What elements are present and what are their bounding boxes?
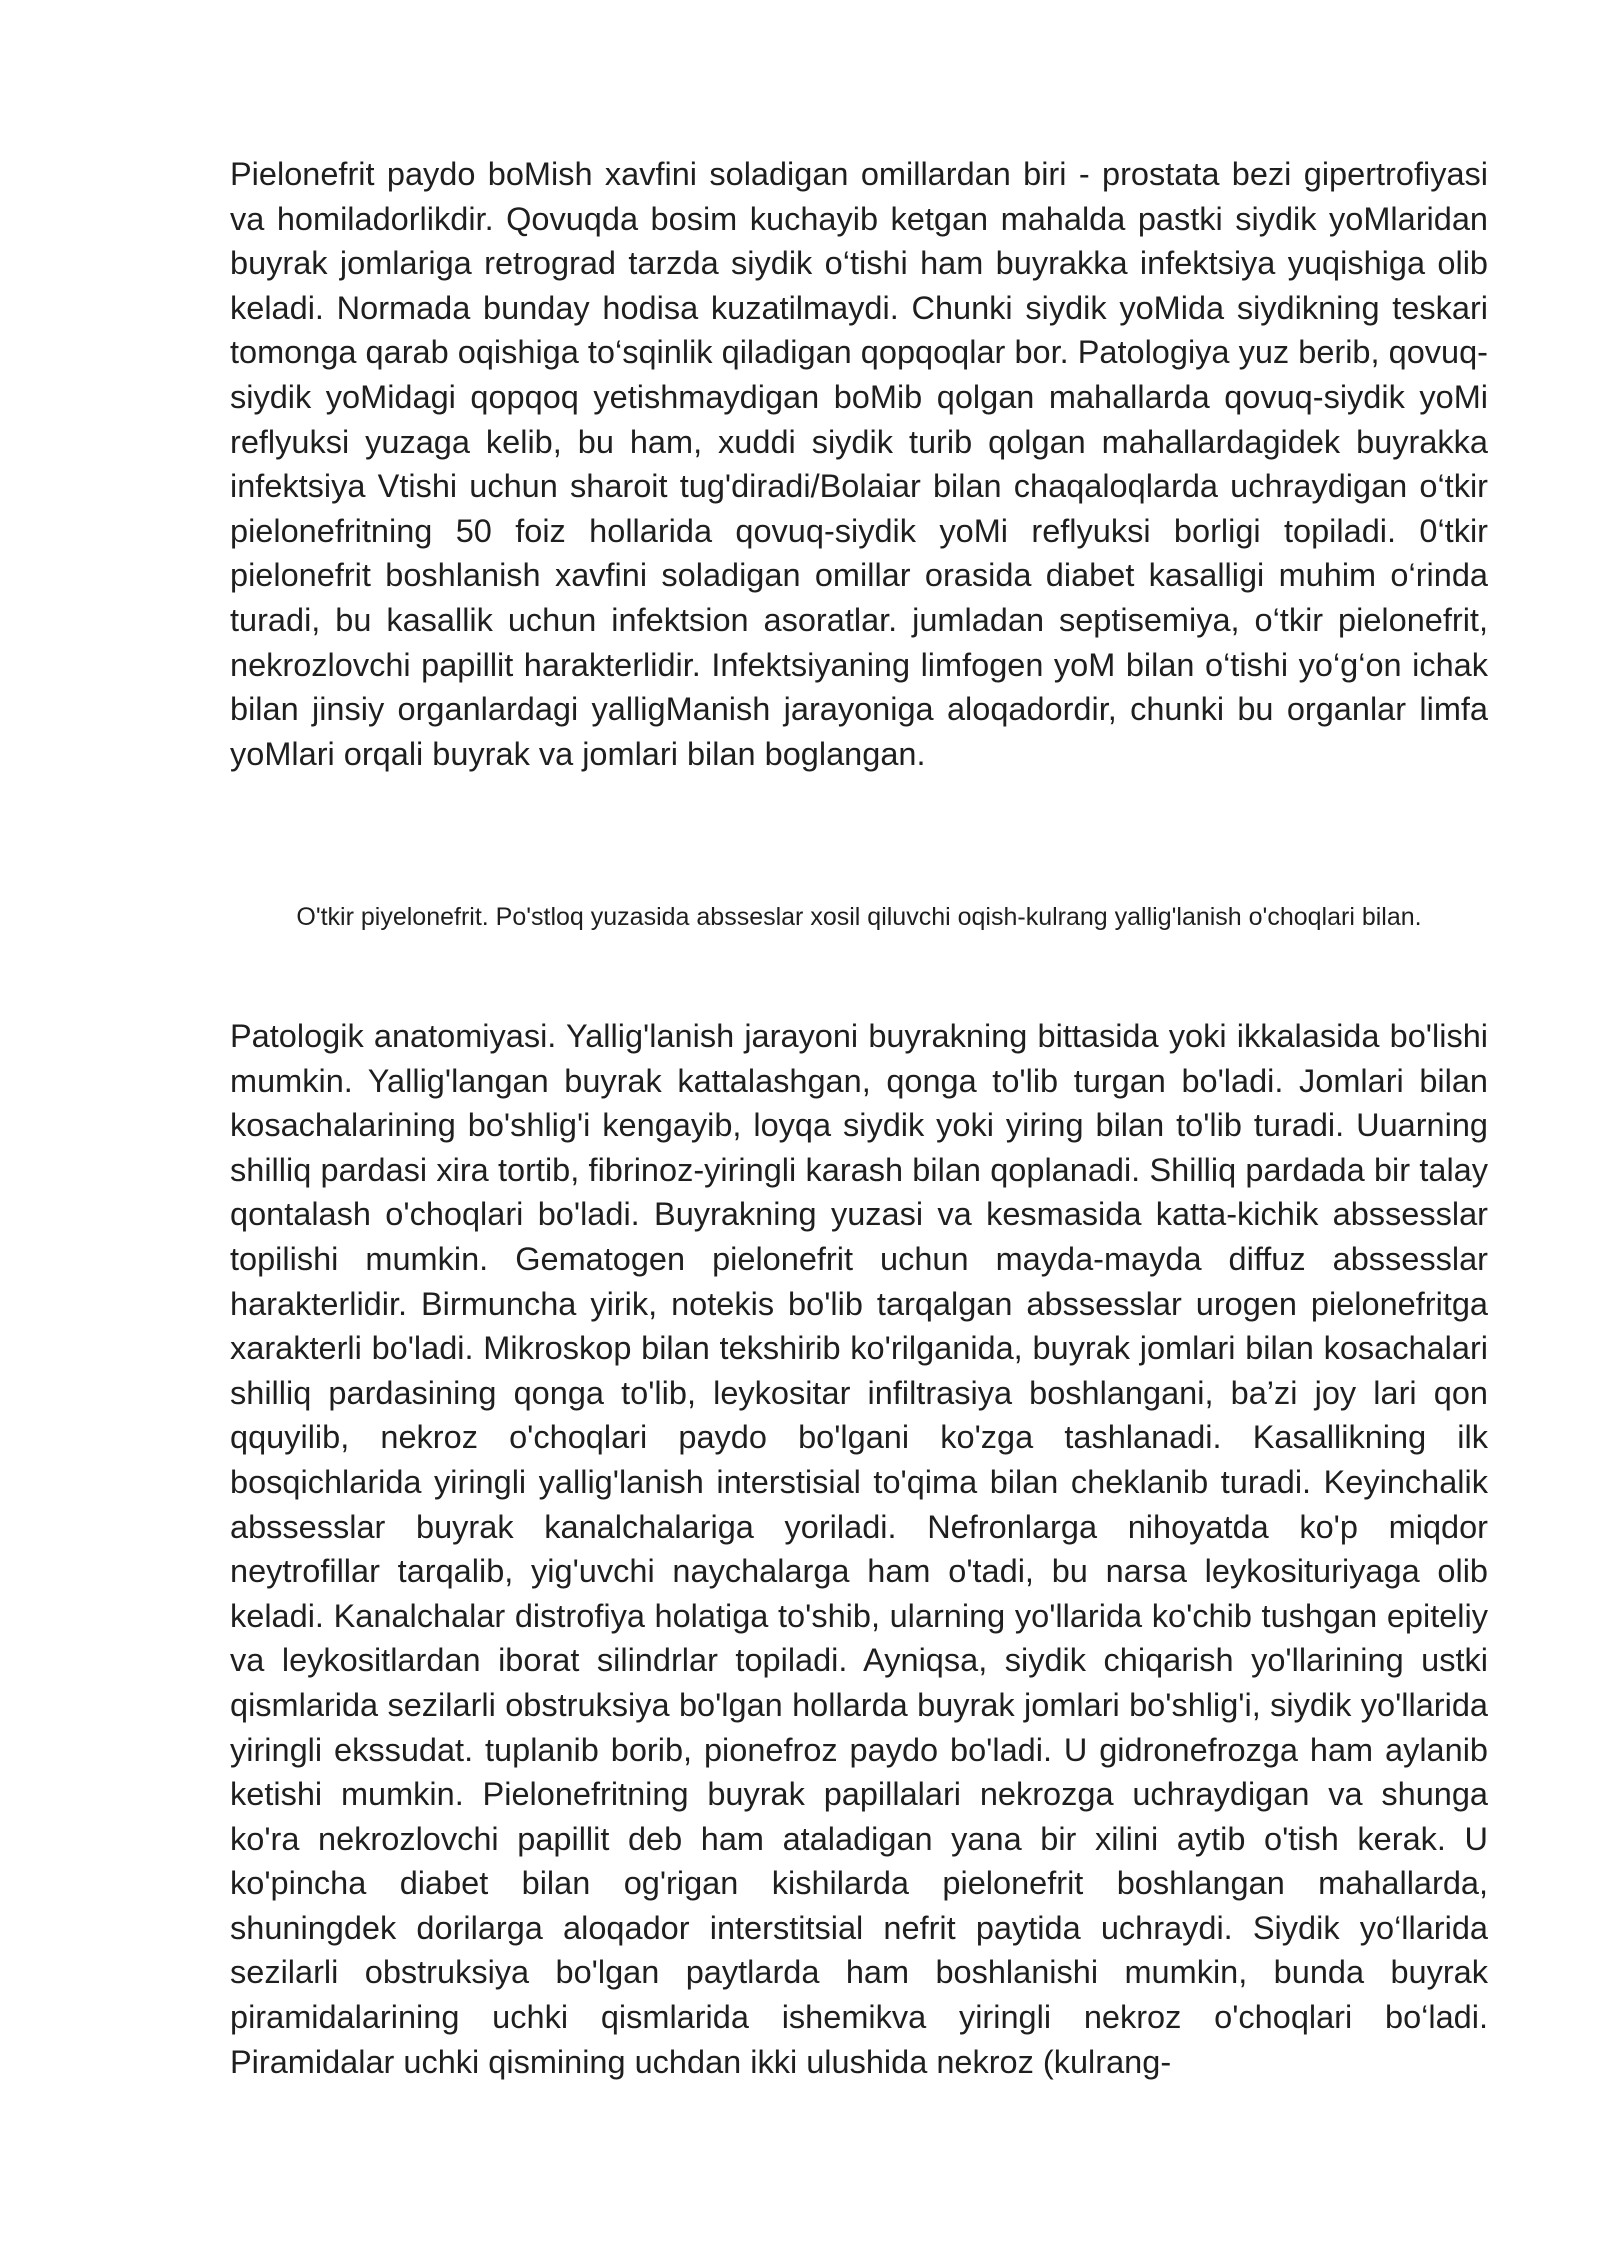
body-paragraph-pielonefrit-risk-factors: Pielonefrit paydo boMish xavfini soladigan omillardan biri - prostata bezi gipertrofiyasi va homiladorlikdir. Qovuqda bosim kuchayib ketgan mahalda pastki siydik yoMlaridan buyrak jomlariga retrograd tarzda siydik o‘tishi ham buyrakka infektsiya yuqishiga olib keladi. Normada bunday hodisa kuzatilmaydi. Chunki siydik yoMida siydikning teskari tomonga qarab oqishiga to‘sqinlik qiladigan qopqoqlar bor. Patologiya yuz berib, qovuq-siydik yoMidagi qopqoq yetishmaydigan boMib qolgan mahallarda qovuq-siydik yoMi reflyuksi yuzaga kelib, bu ham, xuddi siydik turib qolgan mahallardagidek buyrakka infektsiya Vtishi uchun sharoit tug'diradi/Bolaiar bilan chaqaloqlarda uchraydigan o‘tkir pielonefritning 50 foiz hollarida qovuq-siydik yoMi reflyuksi borligi topiladi. 0‘tkir pielonefrit boshlanish xavfini soladigan omillar orasida diabet kasalligi muhim o‘rinda turadi, bu kasallik uchun infektsion asoratlar. jumladan septisemiya, o‘tkir pielonefrit, nekrozlovchi papillit harakterlidir. Infektsiyaning limfogen yoM bilan o‘tishi yo‘g‘on ichak bilan jinsiy organlardagi yalligManish jarayoniga aloqadordir, chunki bu organlar limfa yoMlari orqali buyrak va jomlari bilan boglangan. [230, 156, 1488, 772]
body-paragraph-pathological-anatomy: Patologik anatomiyasi. Yallig'lanish jarayoni buyrakning bittasida yoki ikkalasida bo'lishi mumkin. Yallig'langan buyrak kattalashgan, qonga to'lib turgan bo'ladi. Jomlari bilan kosachalarining bo'shlig'i kengayib, loyqa siydik yoki yiring bilan to'lib turadi. Uuarning shilliq pardasi xira tortib, fibrinoz-yiringli karash bilan qoplanadi. Shilliq pardada bir talay qontalash o'choqlari bo'ladi. Buyrakning yuzasi va kesmasida katta-kichik abssesslar topilishi mumkin. Gematogen pielonefrit uchun mayda-mayda diffuz abssesslar harakterlidir. Birmuncha yirik, notekis bo'lib tarqalgan abssesslar urogen pielonefritga xarakterli bo'ladi. Mikroskop bilan tekshirib ko'rilganida, buyrak jomlari bilan kosachalari shilliq pardasining qonga to'lib, leykositar infiltrasiya boshlangani, ba’zi joy lari qon qquyilib, nekroz o'choqlari paydo bo'lgani ko'zga tashlanadi. Kasallikning ilk bosqichlarida yiringli yallig'lanish interstisial to'qima bilan cheklanib turadi. Keyinchalik abssesslar buyrak kanalchalariga yoriladi. Nefronlarga nihoyatda ko'p miqdor neytrofillar tarqalib, yig'uvchi naychalarga ham o'tadi, bu narsa leykosituriyaga olib keladi. Kanalchalar distrofiya holatiga to'shib, ularning yo'llarida ko'chib tushgan epiteliy va leykositlardan iborat silindrlar topiladi. Ayniqsa, siydik chiqarish yo'llarining ustki qismlarida sezilarli obstruksiya bo'lgan hollarda buyrak jomlari bo'shlig'i, siydik yo'llarida yiringli ekssudat. tuplanib borib, pionefroz paydo bo'ladi. U gidronefrozga ham aylanib ketishi mumkin. Pielonefritning buyrak papillalari nekrozga uchraydigan va shunga ko'ra nekrozlovchi papillit deb ham ataladigan yana bir xilini aytib o'tish kerak. U ko'pincha diabet bilan og'rigan kishilarda pielonefrit boshlangan mahallarda, shuningdek dorilarga aloqador interstitsial nefrit paytida uchraydi. Siydik yo‘llarida sezilarli obstruksiya bo'lgan paytlarda ham boshlanishi mumkin, bunda buyrak piramidalarining uchki qismlarida ishemikva yiringli nekroz o'choqlari bo‘ladi. Piramidalar uchki qismining uchdan ikki ulushida nekroz (kulrang- [230, 1018, 1488, 2080]
figure-caption: O'tkir piyelonefrit. Po'stloq yuzasida absseslar xosil qiluvchi oqish-kulrang yallig'lanish o'choqlari bilan. [296, 903, 1422, 931]
